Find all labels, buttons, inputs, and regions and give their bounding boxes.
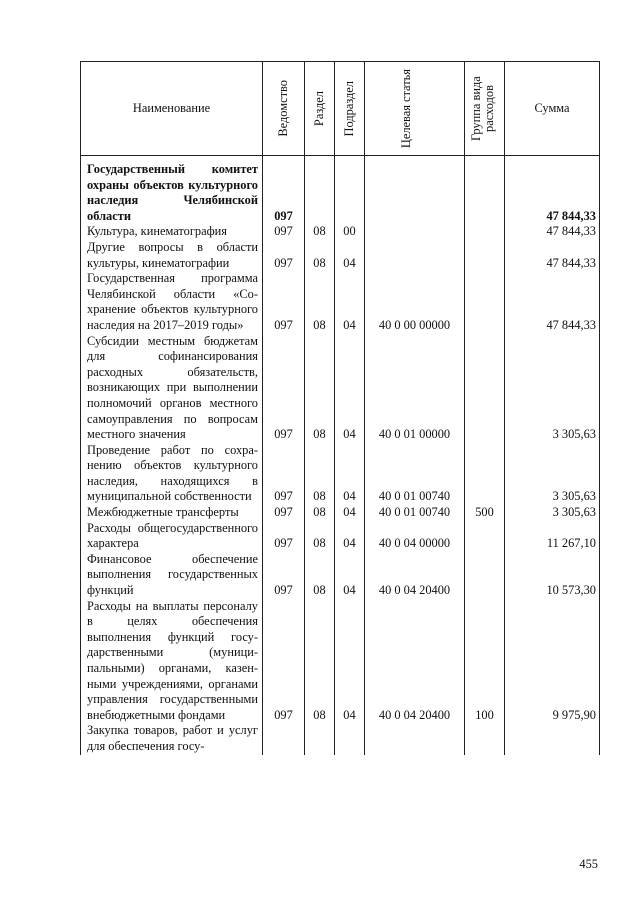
table-row (81, 552, 600, 599)
row-razdel: 08 (305, 552, 335, 599)
row-target: 40 0 00 00000 (365, 271, 465, 333)
row-name: Другие вопросы в области культуры, кинематографии (81, 240, 263, 271)
row-razdel: 08 (305, 599, 335, 724)
table-row (81, 334, 600, 443)
row-razdel: 08 (305, 505, 335, 521)
row-sum: 3 305,63 (505, 505, 600, 521)
row-name: Межбюджетные трансферты (81, 505, 263, 521)
row-sum: 11 267,10 (505, 521, 600, 552)
header-podrazdel: Подраздел (335, 62, 365, 156)
page-number: 455 (579, 857, 598, 871)
row-razdel: 08 (305, 521, 335, 552)
budget-table (80, 61, 600, 755)
row-sum: 47 844,33 (505, 240, 600, 271)
row-sum (505, 723, 600, 754)
header-name: Наименование (81, 62, 263, 156)
row-podrazdel: 04 (335, 240, 365, 271)
row-vedomstvo: 097 (263, 505, 305, 521)
row-group (465, 443, 505, 505)
row-name: Закупка товаров, работ и услуг для обеспечения госу- (81, 723, 263, 754)
row-group: 100 (465, 599, 505, 724)
header-sum: Сумма (505, 62, 600, 156)
row-group: 500 (465, 505, 505, 521)
row-group (465, 723, 505, 754)
row-podrazdel: 04 (335, 552, 365, 599)
row-vedomstvo: 097 (263, 552, 305, 599)
row-target: 40 0 01 00740 (365, 505, 465, 521)
row-name: Государственный комитет охраны объектов культурного наследия Челябинской области (81, 156, 263, 225)
row-razdel: 08 (305, 240, 335, 271)
row-podrazdel: 04 (335, 334, 365, 443)
row-group (465, 552, 505, 599)
row-vedomstvo: 097 (263, 334, 305, 443)
row-group (465, 224, 505, 240)
row-target (365, 224, 465, 240)
row-name: Финансовое обеспечение выполнения государственных функций (81, 552, 263, 599)
row-vedomstvo: 097 (263, 599, 305, 724)
row-vedomstvo: 097 (263, 156, 305, 225)
row-group (465, 271, 505, 333)
table-row (81, 271, 600, 333)
row-target (365, 723, 465, 754)
table-row (81, 240, 600, 271)
table-header (81, 62, 600, 156)
row-sum: 10 573,30 (505, 552, 600, 599)
row-target: 40 0 01 00000 (365, 334, 465, 443)
header-razdel: Раздел (305, 62, 335, 156)
row-sum: 47 844,33 (505, 156, 600, 225)
row-name: Расходы на выплаты персоналу в целях обеспечения выполнения функций государственными (муниципальными) органами, казенными учреждениями, органами управления государственными внебюджетными фондами (81, 599, 263, 724)
row-podrazdel: 00 (335, 224, 365, 240)
table-row (81, 599, 600, 724)
row-vedomstvo: 097 (263, 240, 305, 271)
row-sum: 9 975,90 (505, 599, 600, 724)
row-sum: 3 305,63 (505, 334, 600, 443)
table-row (81, 505, 600, 521)
row-razdel: 08 (305, 224, 335, 240)
row-razdel (305, 156, 335, 225)
row-name: Культура, кинематография (81, 224, 263, 240)
header-vedomstvo: Ведомство (263, 62, 305, 156)
row-group (465, 240, 505, 271)
row-podrazdel: 04 (335, 271, 365, 333)
header-target: Целевая статья (365, 62, 465, 156)
row-group (465, 334, 505, 443)
table-row (81, 723, 600, 754)
row-podrazdel (335, 156, 365, 225)
table-row (81, 521, 600, 552)
row-target: 40 0 04 00000 (365, 521, 465, 552)
row-razdel: 08 (305, 443, 335, 505)
table-row (81, 443, 600, 505)
row-vedomstvo: 097 (263, 521, 305, 552)
row-podrazdel: 04 (335, 505, 365, 521)
row-vedomstvo: 097 (263, 443, 305, 505)
row-sum: 3 305,63 (505, 443, 600, 505)
row-razdel (305, 723, 335, 754)
row-name: Расходы общегосударственного характера (81, 521, 263, 552)
table-row (81, 156, 600, 225)
row-vedomstvo: 097 (263, 224, 305, 240)
row-podrazdel: 04 (335, 599, 365, 724)
row-podrazdel: 04 (335, 521, 365, 552)
row-name: Государственная программа Челябинской области «Сохранение объектов культурного наследия на 2017–2019 годы» (81, 271, 263, 333)
row-razdel: 08 (305, 334, 335, 443)
row-sum: 47 844,33 (505, 271, 600, 333)
row-vedomstvo: 097 (263, 271, 305, 333)
row-podrazdel (335, 723, 365, 754)
row-podrazdel: 04 (335, 443, 365, 505)
row-sum: 47 844,33 (505, 224, 600, 240)
row-target: 40 0 04 20400 (365, 552, 465, 599)
row-target (365, 240, 465, 271)
row-name: Проведение работ по сохранению объектов культурного наследия, находящихся в муниципальной собственности (81, 443, 263, 505)
row-name: Субсидии местным бюджетам для софинансирования расходных обязательств, возникающих при выполнении полномочий органов местного самоуправления по вопросам местного значения (81, 334, 263, 443)
header-group: Группа вида расходов (465, 62, 505, 156)
table-body (81, 156, 600, 755)
row-target (365, 156, 465, 225)
row-target: 40 0 01 00740 (365, 443, 465, 505)
row-target: 40 0 04 20400 (365, 599, 465, 724)
row-razdel: 08 (305, 271, 335, 333)
row-vedomstvo (263, 723, 305, 754)
table-row (81, 224, 600, 240)
row-group (465, 521, 505, 552)
row-group (465, 156, 505, 225)
